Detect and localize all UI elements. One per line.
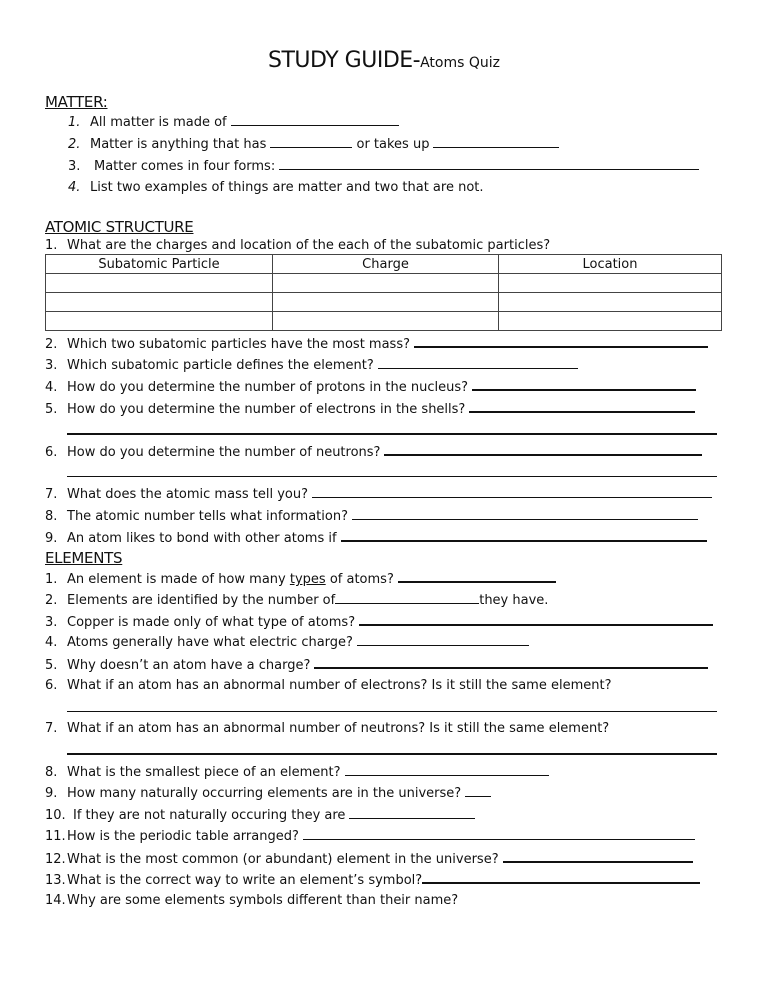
answer-blank[interactable] (357, 633, 529, 646)
elements-q4: 4. Atoms generally have what electric charge? (45, 633, 529, 651)
answer-line[interactable] (67, 753, 717, 755)
answer-blank[interactable] (503, 849, 693, 863)
answer-blank[interactable] (378, 356, 578, 369)
elements-q14: 14.Why are some elements symbols different than their name? (45, 893, 459, 908)
table-header: Location (499, 255, 722, 274)
table-cell[interactable] (273, 274, 499, 293)
elements-q13: 13.What is the correct way to write an element’s symbol? (45, 870, 700, 889)
table-cell[interactable] (46, 312, 273, 331)
answer-blank[interactable] (270, 135, 352, 148)
atomic-q9: 9. An atom likes to bond with other atoms if (45, 528, 707, 547)
elements-q6: 6. What if an atom has an abnormal number of electrons? Is it still the same element? (45, 678, 612, 693)
matter-q3: 3. Matter comes in four forms: (68, 157, 699, 175)
atomic-q2: 2. Which two subatomic particles have the most mass? (45, 334, 708, 353)
atomic-q1: 1. What are the charges and location of the each of the subatomic particles? (45, 238, 551, 253)
elements-q10: 10. If they are not naturally occuring they are (45, 806, 475, 824)
answer-blank[interactable] (341, 528, 707, 542)
table-header: Charge (273, 255, 499, 274)
table-cell[interactable] (273, 293, 499, 312)
elements-q9: 9. How many naturally occurring elements are in the universe? (45, 784, 491, 802)
answer-blank[interactable] (414, 334, 708, 348)
elements-q5: 5. Why doesn’t an atom have a charge? (45, 655, 708, 674)
elements-heading: ELEMENTS (45, 549, 123, 567)
answer-blank[interactable] (469, 399, 695, 413)
matter-q2: 2. Matter is anything that has or takes up (68, 135, 559, 153)
table-row (46, 312, 722, 331)
answer-blank[interactable] (465, 784, 491, 797)
answer-blank[interactable] (433, 135, 559, 148)
elements-q12: 12.What is the most common (or abundant) element in the universe? (45, 849, 693, 868)
answer-blank[interactable] (312, 485, 712, 498)
title-main: STUDY GUIDE- (268, 48, 421, 73)
answer-blank[interactable] (472, 377, 696, 391)
answer-blank[interactable] (349, 806, 475, 819)
answer-blank[interactable] (352, 507, 698, 520)
answer-blank[interactable] (231, 113, 399, 126)
elements-q3: 3. Copper is made only of what type of atoms? (45, 612, 713, 631)
table-row (46, 293, 722, 312)
answer-blank[interactable] (335, 591, 479, 604)
matter-heading: MATTER: (45, 93, 108, 111)
elements-q2: 2. Elements are identified by the number of they have. (45, 593, 549, 608)
answer-blank[interactable] (314, 655, 708, 669)
matter-q1: 1. All matter is made of (68, 113, 399, 131)
atomic-q3: 3. Which subatomic particle defines the element? (45, 356, 578, 374)
elements-q11: 11.How is the periodic table arranged? (45, 827, 695, 845)
table-cell[interactable] (46, 274, 273, 293)
table-header: Subatomic Particle (46, 255, 273, 274)
atomic-q5: 5. How do you determine the number of electrons in the shells? (45, 399, 695, 418)
answer-blank[interactable] (303, 827, 695, 840)
elements-q7: 7. What if an atom has an abnormal number of neutrons? Is it still the same element? (45, 721, 610, 736)
answer-line[interactable] (67, 433, 717, 435)
answer-line[interactable] (67, 476, 717, 477)
answer-blank[interactable] (279, 157, 699, 170)
elements-q8: 8. What is the smallest piece of an element? (45, 763, 549, 781)
answer-blank[interactable] (384, 442, 702, 456)
answer-blank[interactable] (345, 763, 549, 776)
answer-line[interactable] (67, 711, 717, 712)
page-title (0, 48, 768, 73)
table-header-row (46, 255, 722, 274)
answer-blank[interactable] (422, 870, 700, 884)
subatomic-table (45, 254, 722, 331)
table-cell[interactable] (499, 293, 722, 312)
title-sub: Atoms Quiz (420, 55, 500, 71)
answer-blank[interactable] (398, 569, 556, 583)
table-row (46, 274, 722, 293)
elements-q1: 1. An element is made of how many types of atoms? (45, 569, 556, 588)
atomic-q6: 6. How do you determine the number of neutrons? (45, 442, 702, 461)
atomic-q4: 4. How do you determine the number of protons in the nucleus? (45, 377, 696, 396)
table-cell[interactable] (499, 312, 722, 331)
answer-blank[interactable] (359, 612, 713, 626)
atomic-q7: 7. What does the atomic mass tell you? (45, 485, 712, 503)
atomic-heading: ATOMIC STRUCTURE (45, 218, 194, 236)
atomic-q8: 8. The atomic number tells what information? (45, 507, 698, 525)
table-cell[interactable] (46, 293, 273, 312)
matter-q4: 4. List two examples of things are matter and two that are not. (68, 180, 484, 195)
table-cell[interactable] (499, 274, 722, 293)
table-cell[interactable] (273, 312, 499, 331)
